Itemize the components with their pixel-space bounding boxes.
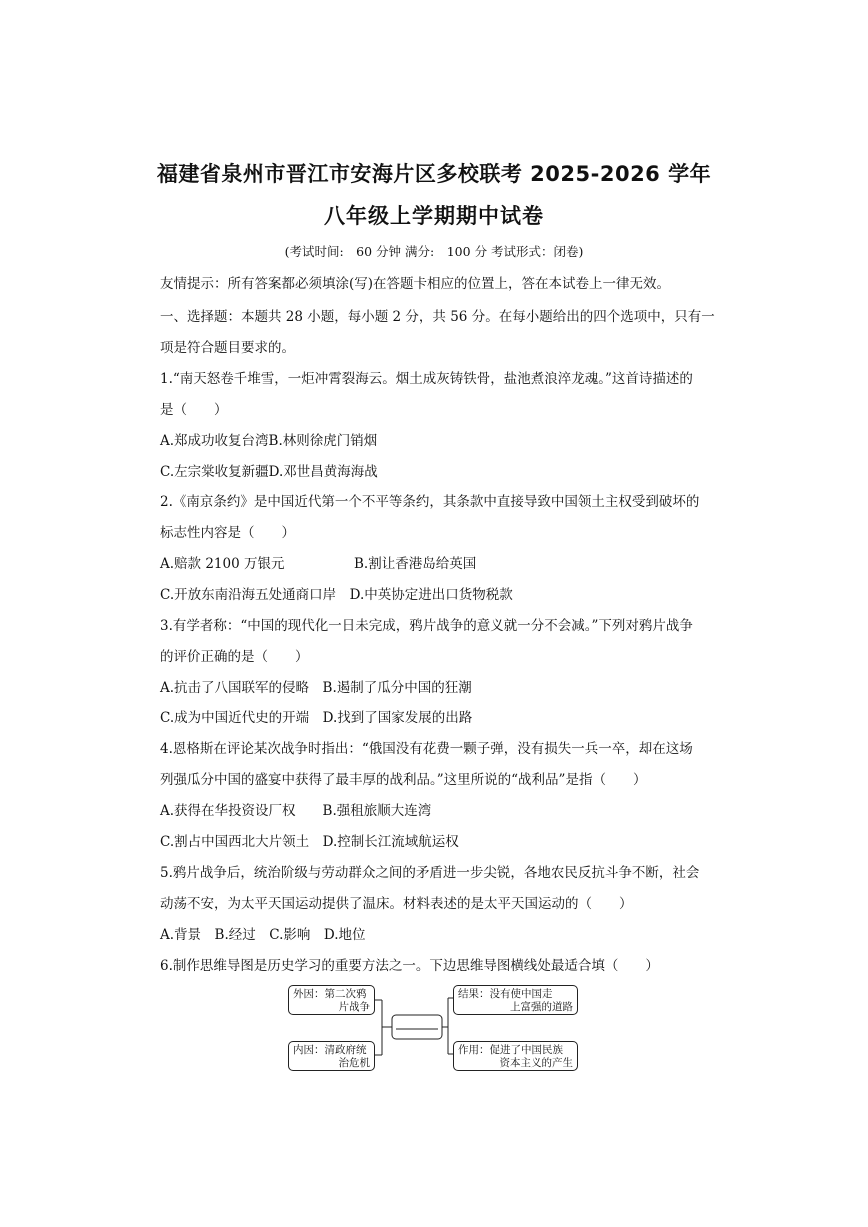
question-5-stem-line2: 动荡不安，为太平天国运动提供了温床。材料表述的是太平天国运动的（ ） xyxy=(160,896,633,912)
section-heading-line2: 项是符合题目要求的。 xyxy=(160,340,295,356)
section-heading-line1: 一、选择题：本题共 28 小题，每小题 2 分，共 56 分。在每小题给出的四个选项中，只有一 xyxy=(160,309,715,325)
mind-map-effect: 作用：促进了中国民族 资本主义的产生 xyxy=(453,1041,578,1071)
question-4-options-line1: A.获得在华投资设厂权 B.强租旅顺大连湾 xyxy=(160,803,432,819)
mind-map-center-box xyxy=(392,1015,442,1039)
mind-map-result: 结果：没有使中国走 上富强的道路 xyxy=(453,985,578,1015)
exam-info: (考试时间: 60 分钟 满分: 100 分 考试形式：闭卷) xyxy=(284,244,584,259)
question-1-stem-line1: 1.“南天怒卷千堆雪，一炬冲霄裂海云。烟土成灰铸铁骨，盐池煮浪淬龙魂。”这首诗描述的 xyxy=(160,371,693,387)
exam-title-line1: 福建省泉州市晋江市安海片区多校联考 2025-2026 学年 xyxy=(156,162,712,186)
mind-map-external-cause: 外因：第二次鸦 片战争 xyxy=(288,985,375,1015)
question-2-option-a: A.赔款 2100 万银元 xyxy=(160,556,285,572)
question-6-stem-line1: 6.制作思维导图是历史学习的重要方法之一。下边思维导图横线处最适合填（ ） xyxy=(160,958,659,974)
question-1-options-line2: C.左宗棠收复新疆D.邓世昌黄海海战 xyxy=(160,464,378,480)
question-2-option-b: B.割让香港岛给英国 xyxy=(354,556,477,572)
question-3-options-line1: A.抗击了八国联军的侵略 B.遏制了瓜分中国的狂潮 xyxy=(160,680,472,696)
question-3-stem-line1: 3.有学者称：“中国的现代化一日未完成，鸦片战争的意义就一分不会减。”下列对鸦片战争 xyxy=(160,618,693,634)
question-2-options-line2: C.开放东南沿海五处通商口岸 D.中英协定进出口货物税款 xyxy=(160,587,513,603)
question-4-stem-line1: 4.恩格斯在评论某次战争时指出：“俄国没有花费一颗子弹，没有损失一兵一卒，却在这场 xyxy=(160,741,693,757)
question-3-stem-line2: 的评价正确的是（ ） xyxy=(160,649,309,665)
question-2-stem-line2: 标志性内容是（ ） xyxy=(160,525,295,541)
question-4-options-line2: C.割占中国西北大片领土 D.控制长江流域航运权 xyxy=(160,834,459,850)
question-1-stem-line2: 是（ ） xyxy=(160,402,228,418)
question-5-stem-line1: 5.鸦片战争后，统治阶级与劳动群众之间的矛盾进一步尖锐，各地农民反抗斗争不断，社会 xyxy=(160,865,700,881)
question-5-options-line1: A.背景 B.经过 C.影响 D.地位 xyxy=(160,927,366,943)
mind-map-internal-cause: 内因：清政府统 治危机 xyxy=(288,1041,375,1071)
question-3-options-line2: C.成为中国近代史的开端 D.找到了国家发展的出路 xyxy=(160,710,473,726)
mind-map-diagram xyxy=(270,980,590,1080)
question-4-stem-line2: 列强瓜分中国的盛宴中获得了最丰厚的战利品。”这里所说的“战利品”是指（ ） xyxy=(160,772,647,788)
exam-title-line2: 八年级上学期期中试卷 xyxy=(324,204,544,228)
notice-text: 友情提示：所有答案都必须填涂(写)在答题卡相应的位置上，答在本试卷上一律无效。 xyxy=(160,276,671,292)
question-1-options-line1: A.郑成功收复台湾B.林则徐虎门销烟 xyxy=(160,433,378,449)
question-2-stem-line1: 2.《南京条约》是中国近代第一个不平等条约，其条款中直接导致中国领土主权受到破坏的 xyxy=(160,494,700,510)
